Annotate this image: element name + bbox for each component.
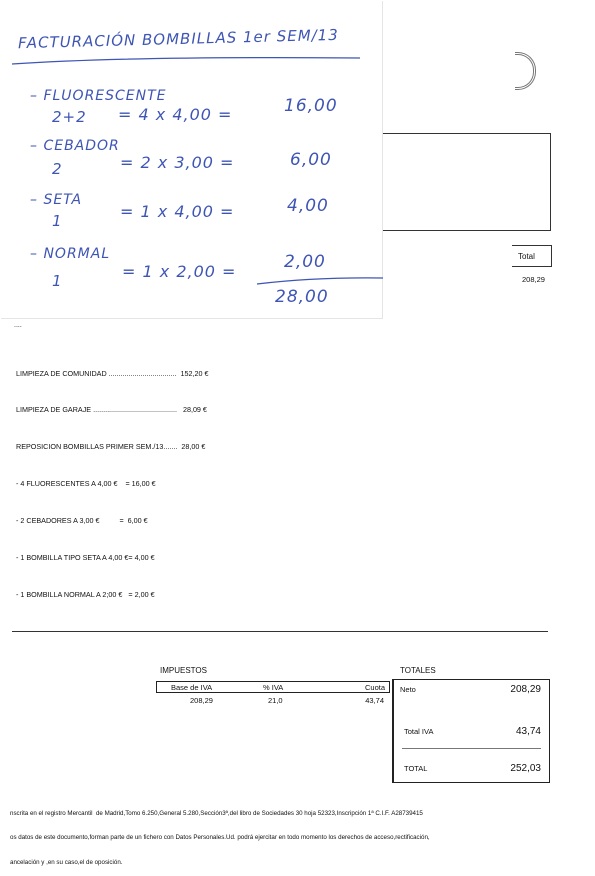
partial-row: .... bbox=[14, 322, 22, 329]
iva-value: 43,74 bbox=[515, 726, 541, 737]
note-item-calc: = 4 x 4,00 = bbox=[118, 105, 233, 124]
totals-box bbox=[392, 679, 550, 783]
header-box bbox=[380, 133, 551, 231]
note-sum-line bbox=[255, 274, 385, 288]
totals-title: TOTALES bbox=[400, 666, 436, 675]
line-item: - 4 FLUORESCENTES A 4,00 € = 16,00 € bbox=[16, 479, 156, 489]
taxes-cuota-value: 43,74 bbox=[365, 696, 384, 705]
total-column-value: 208,29 bbox=[522, 275, 545, 284]
note-item-name: – NORMAL bbox=[30, 246, 111, 262]
line-item: LIMPIEZA DE COMUNIDAD .................................. 152,20 € bbox=[16, 368, 209, 378]
invoice-line-items bbox=[16, 343, 209, 614]
footer-line: ancelación y ,en su caso,el de oposición. bbox=[10, 859, 123, 867]
taxes-col-base: Base de IVA bbox=[171, 683, 213, 692]
footer-line: nscrita en el registro Mercantil de Madrid,Tomo 6.250,General 5.280,Sección3ª,del libro de Sociedades 30 hoja 52323,Inscripción 1ª C.I.F. A28739415 bbox=[10, 809, 423, 817]
note-total: 28,00 bbox=[275, 287, 329, 307]
neto-label: Neto bbox=[400, 685, 416, 694]
note-item-qty: 1 bbox=[52, 272, 63, 290]
taxes-col-pct: % IVA bbox=[263, 683, 284, 692]
taxes-row bbox=[156, 695, 390, 707]
footer-line: os datos de este documento,forman parte de un fichero con Datos Personales.Ud. podrá ejercitar en todo momento los derechos de acceso,rectificación, bbox=[10, 834, 430, 842]
iva-label: Total IVA bbox=[404, 727, 434, 736]
note-item-calc: = 1 x 4,00 = bbox=[120, 202, 235, 221]
note-title: FACTURACIÓN BOMBILLAS 1er SEM/13 bbox=[17, 25, 339, 53]
taxes-pct-value: 21,0 bbox=[268, 696, 283, 705]
line-item: - 1 BOMBILLA NORMAL A 2;00 € = 2,00 € bbox=[16, 589, 155, 599]
legal-footer bbox=[10, 793, 430, 876]
line-item: - 1 BOMBILLA TIPO SETA A 4,00 €= 4,00 € bbox=[16, 553, 155, 563]
divider bbox=[12, 631, 548, 632]
line-item: LIMPIEZA DE GARAJE .......................................... 28,09 € bbox=[16, 405, 207, 415]
note-item-name: – FLUORESCENTE bbox=[30, 88, 167, 104]
line-item: - 2 CEBADORES A 3,00 € = 6,00 € bbox=[16, 516, 148, 526]
line-item: REPOSICION BOMBILLAS PRIMER SEM./13....... 28,00 € bbox=[16, 442, 206, 452]
total-value: 252,03 bbox=[510, 763, 541, 774]
note-item-amount: 16,00 bbox=[284, 96, 338, 116]
note-item-qty: 1 bbox=[52, 212, 63, 230]
handwritten-note bbox=[0, 0, 382, 318]
taxes-title: IMPUESTOS bbox=[160, 666, 207, 675]
total-label: TOTAL bbox=[404, 764, 428, 773]
note-item-amount: 4,00 bbox=[287, 196, 329, 216]
note-item-calc: = 1 x 2,00 = bbox=[122, 262, 237, 281]
taxes-col-cuota: Cuota bbox=[364, 683, 385, 692]
note-item-name: – SETA bbox=[30, 192, 83, 208]
note-item-name: – CEBADOR bbox=[30, 138, 120, 154]
note-item-qty: 2 bbox=[52, 160, 63, 178]
company-seal-icon bbox=[515, 52, 536, 90]
note-item-calc: = 2 x 3,00 = bbox=[120, 153, 235, 172]
taxes-header-row bbox=[156, 681, 390, 693]
note-title-underline bbox=[10, 52, 365, 72]
note-item-amount: 6,00 bbox=[290, 150, 332, 170]
neto-value: 208,29 bbox=[510, 684, 541, 695]
taxes-base-value: 208,29 bbox=[190, 696, 213, 705]
note-item-qty: 2+2 bbox=[52, 108, 87, 126]
totals-separator bbox=[402, 748, 541, 749]
note-item-amount: 2,00 bbox=[284, 252, 326, 272]
total-column-header: Total bbox=[512, 245, 552, 267]
